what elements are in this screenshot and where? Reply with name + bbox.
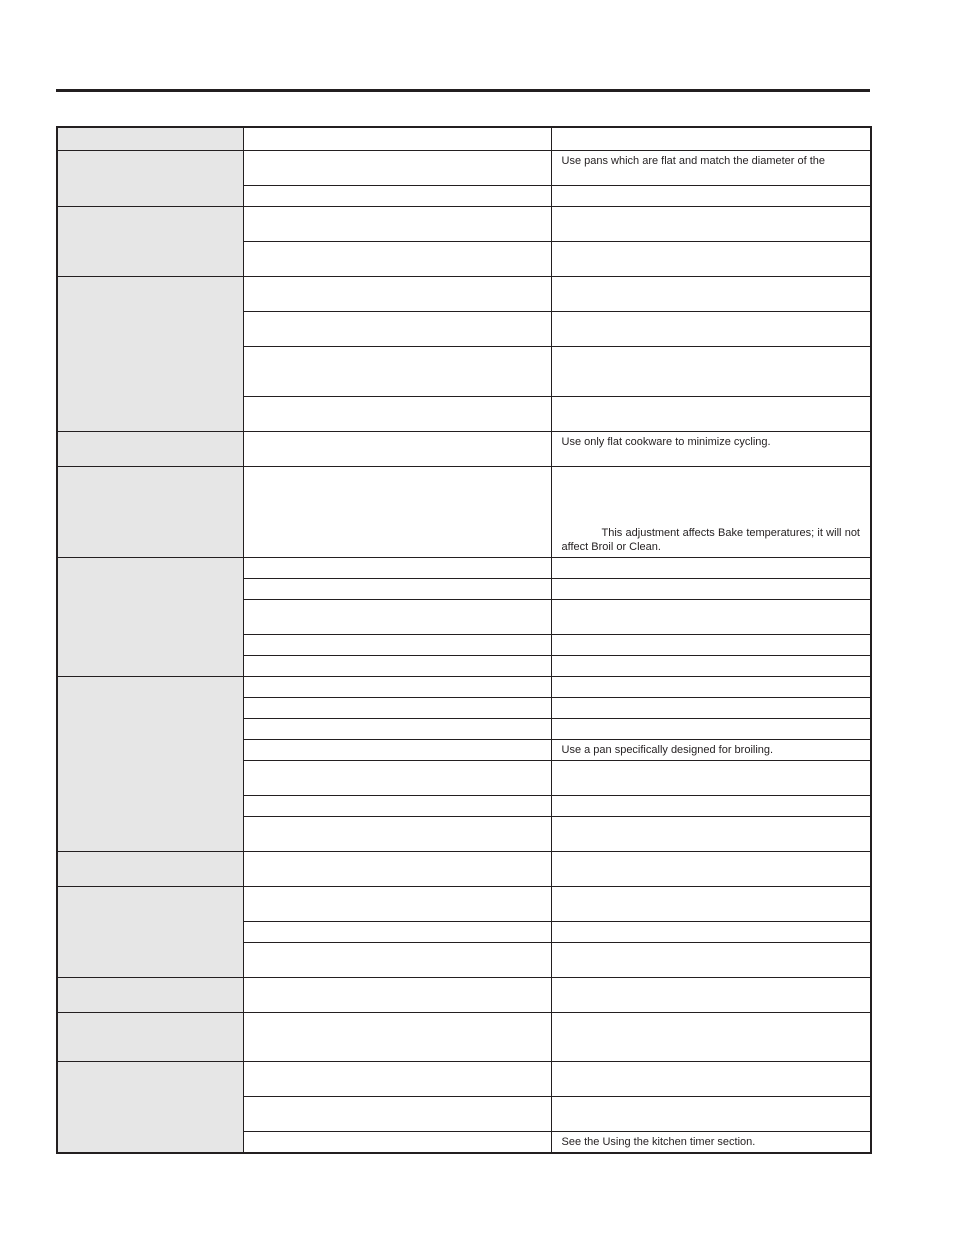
- header-rule: [56, 89, 870, 92]
- cause-cell: [243, 740, 551, 761]
- cause-cell: [243, 796, 551, 817]
- cause-cell: [243, 186, 551, 207]
- solution-cell: [551, 978, 871, 1013]
- solution-cell: [551, 1132, 871, 1154]
- solution-cell: [551, 558, 871, 579]
- cause-cell: [243, 347, 551, 397]
- table-row: [57, 151, 871, 186]
- solution-cell: [551, 312, 871, 347]
- table-row: [57, 1013, 871, 1062]
- cause-cell: [243, 207, 551, 242]
- solution-cell: [551, 796, 871, 817]
- problem-cell: [57, 1013, 243, 1062]
- cause-cell: [243, 656, 551, 677]
- solution-cell: [551, 397, 871, 432]
- cause-cell: [243, 817, 551, 852]
- solution-cell: [551, 467, 871, 558]
- problem-cell: [57, 677, 243, 852]
- solution-cell: [551, 635, 871, 656]
- table-row: [57, 207, 871, 242]
- cause-cell: [243, 887, 551, 922]
- solution-cell: [551, 579, 871, 600]
- solution-cell: [551, 186, 871, 207]
- cause-cell: [243, 312, 551, 347]
- table-row: [57, 978, 871, 1013]
- flat-cookware-note: Use only flat cookware to minimize cycling.: [561, 436, 771, 448]
- cause-cell: [243, 467, 551, 558]
- problem-cell: [57, 277, 243, 432]
- problem-cell: [57, 467, 243, 558]
- solution-cell: [551, 740, 871, 761]
- header-cause-cell: [243, 127, 551, 151]
- cause-cell: [243, 698, 551, 719]
- cause-cell: [243, 719, 551, 740]
- solution-cell: [551, 1013, 871, 1062]
- problem-cell: [57, 207, 243, 277]
- solution-cell: [551, 1062, 871, 1097]
- problem-cell: [57, 1062, 243, 1154]
- cause-cell: [243, 151, 551, 186]
- solution-cell: [551, 719, 871, 740]
- cause-cell: [243, 432, 551, 467]
- header-solution-cell: [551, 127, 871, 151]
- table-row: [57, 432, 871, 467]
- solution-cell: [551, 852, 871, 887]
- cause-cell: [243, 1132, 551, 1154]
- cause-cell: [243, 579, 551, 600]
- table-row: [57, 558, 871, 579]
- troubleshooting-table: [56, 126, 872, 1154]
- solution-cell: [551, 817, 871, 852]
- cause-cell: [243, 677, 551, 698]
- cause-cell: [243, 397, 551, 432]
- problem-cell: [57, 432, 243, 467]
- problem-cell: [57, 887, 243, 978]
- solution-cell: [551, 887, 871, 922]
- table-row: [57, 467, 871, 558]
- cause-cell: [243, 1062, 551, 1097]
- solution-cell: [551, 698, 871, 719]
- cause-cell: [243, 978, 551, 1013]
- cause-cell: [243, 852, 551, 887]
- solution-cell: [551, 943, 871, 978]
- cause-cell: [243, 558, 551, 579]
- solution-cell: [551, 277, 871, 312]
- header-problem-cell: [57, 127, 243, 151]
- solution-cell: [551, 656, 871, 677]
- table-row: [57, 1062, 871, 1097]
- cause-cell: [243, 635, 551, 656]
- solution-cell: [551, 600, 871, 635]
- cause-cell: [243, 600, 551, 635]
- solution-cell: [551, 922, 871, 943]
- cause-cell: [243, 277, 551, 312]
- cause-cell: [243, 943, 551, 978]
- solution-cell: [551, 1097, 871, 1132]
- table-row: [57, 277, 871, 312]
- problem-cell: [57, 151, 243, 207]
- adjustment-note: This adjustment affects Bake temperatures; it will not affect Broil or Clean.: [561, 527, 860, 553]
- solution-cell: [551, 207, 871, 242]
- cause-cell: [243, 242, 551, 277]
- solution-cell: [551, 432, 871, 467]
- cause-cell: [243, 1097, 551, 1132]
- problem-cell: [57, 558, 243, 677]
- solution-cell: [551, 677, 871, 698]
- broil-pan-note: Use a pan specifically designed for broiling.: [561, 744, 774, 756]
- table-row: [57, 677, 871, 698]
- solution-cell: [551, 242, 871, 277]
- problem-cell: [57, 852, 243, 887]
- solution-cell: [551, 151, 871, 186]
- cause-cell: [243, 1013, 551, 1062]
- problem-cell: [57, 978, 243, 1013]
- table-row: [57, 887, 871, 922]
- table-header-row: [57, 127, 871, 151]
- solution-cell: [551, 761, 871, 796]
- cause-cell: [243, 761, 551, 796]
- flat-pans-note: Use pans which are flat and match the diameter of the: [561, 155, 826, 167]
- table-row: [57, 852, 871, 887]
- cause-cell: [243, 922, 551, 943]
- timer-note: See the Using the kitchen timer section.: [561, 1136, 756, 1148]
- solution-cell: [551, 347, 871, 397]
